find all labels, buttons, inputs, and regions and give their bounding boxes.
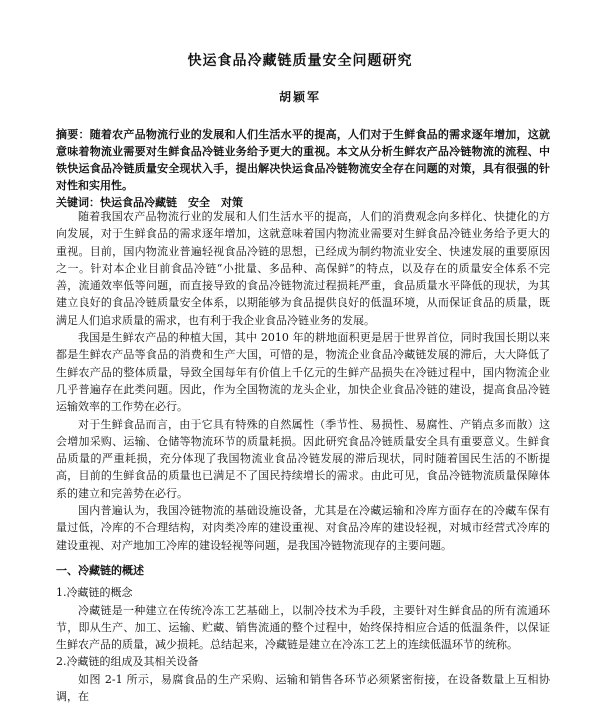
subsection-heading-1: 1.冷藏链的概念 (56, 586, 133, 600)
paragraph-background: 我国是生鲜农产品的种植大国，其中 2010 年的耕地面积更是居于世界首位，同时我国长期以来都是生鲜农产品等食品的消费和生产大国，可惜的是，物流企业食品冷藏链发展的滞后，大大降低了生鲜农产品的整体质量，导致全国每年有价值上千亿元的生鲜产品损失在冷链过程中，国内物流企业几乎普遍存在此类问题。因此，作为全国物流的龙头企业，加快企业食品冷链的建设，提高食品冷链运输效率的工作势在必行。 (56, 331, 550, 414)
paragraph-significance: 对于生鲜食品而言，由于它具有特殊的自然属性（季节性、易损性、易腐性、产销点多而散）这会增加采购、运输、仓储等物流环节的质量耗损。因此研究食品冷链质量安全具有重要意义。生鲜食品质量的严重耗损，充分体现了我国物流业食品冷链发展的滞后现状，同时随着国民生活的不断提高，目前的生鲜食品的质量也已满足不了国民持续增长的需求。由此可见，食品冷链物流质量保障体系的建立和完善势在必行。 (56, 417, 550, 500)
paragraph-intro: 随着我国农产品物流行业的发展和人们生活水平的提高，人们的消费观念向多样化、快捷化的方向发展，对于生鲜食品的需求逐年增加，这就意味着国内物流业需要对生鲜食品冷链业务给予更大的重视。目前，国内物流业普遍轻视食品冷链的思想，已经成为制约物流业安全、快速发展的重要原因之一。针对本企业目前食品冷链“小批量、多品种、高保鲜”的特点，以及存在的质量安全体系不完善，流通效率低等问题，而直接导致的食品冷链物流过程损耗严重，食品质量水平降低的现状，为其建立良好的食品冷链质量安全体系，以期能够为食品提供良好的低温环境，从而保证食品的质量，既满足人们追求质量的需求，也有利于我企业食品冷链业务的发展。 (56, 210, 550, 327)
body-text (56, 208, 550, 705)
abstract-block (56, 126, 550, 211)
abstract-text: 随着农产品物流行业的发展和人们生活水平的提高，人们对于生鲜食品的需求逐年增加，这就意味着物流业需要对生鲜食品冷链业务给予更大的重视。本文从分析生鲜农产品冷链物流的流程、中铁快运食品冷链质量安全现状入手，提出解决快运食品冷链物流安全存在问题的对策，具有很强的针对性和实用性。 (56, 128, 551, 192)
author-name: 胡颖军 (278, 90, 321, 104)
abstract-label: 摘要： (56, 128, 90, 141)
keywords-label: 关键词： (56, 196, 100, 209)
keywords-text: 快运食品冷藏链 安全 对策 (100, 196, 243, 209)
paper-title: 快运食品冷藏链质量安全问题研究 (187, 53, 413, 69)
paragraph-problems: 国内普遍认为，我国冷链物流的基础设施设备，尤其是在冷藏运输和冷库方面存在的冷藏车保有量过低，冷库的不合理结构，对肉类冷库的建设重视、对食品冷库的建设轻视，对城市经营式冷库的建设重视、对产地加工冷库的建设轻视等问题，是我国冷链物流现存的主要问题。 (56, 504, 550, 552)
subsection-heading-2: 2.冷藏链的组成及其相关设备 (56, 655, 199, 669)
paragraph-concept: 冷藏链是一种建立在传统冷冻工艺基础上，以制冷技术为手段，主要针对生鲜食品的所有流通环节，即从生产、加工、运输、贮藏、销售流通的整个过程中，始终保持相应合适的低温条件，以保证生鲜农产品的质量，减少损耗。总结起来，冷藏链是建立在冷冻工艺上的连续低温环节的统称。 (56, 603, 550, 652)
section-heading-1: 一、冷藏链的概述 (56, 563, 144, 577)
paragraph-components: 如图 2-1 所示，易腐食品的生产采购、运输和销售各环节必须紧密衔接，在设备数量上互相协调，在 (56, 672, 550, 704)
